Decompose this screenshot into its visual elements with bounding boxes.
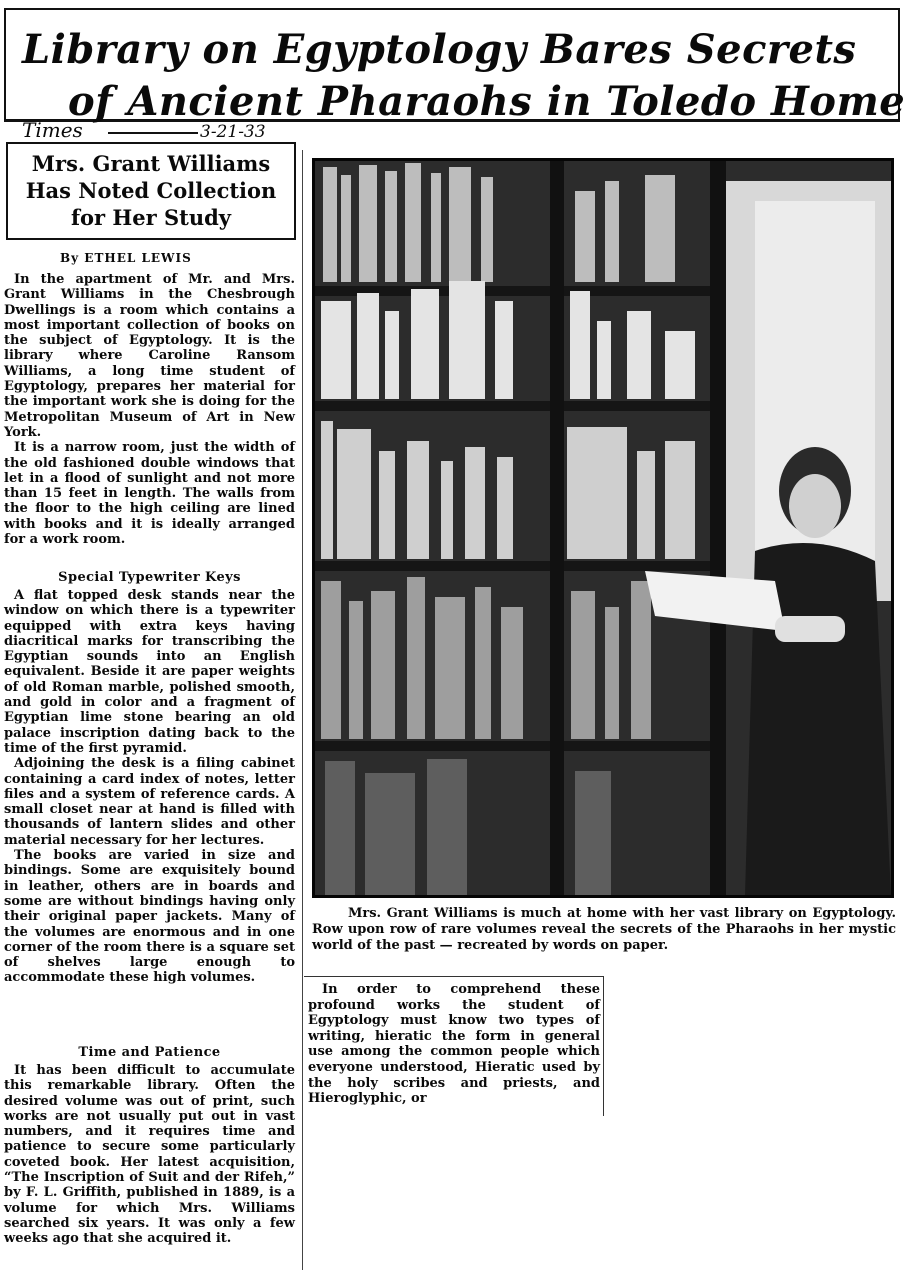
library-photo [312, 158, 894, 898]
article-block-2 [4, 588, 295, 986]
photo-caption: Mrs. Grant Williams is much at home with her vast library on Egyptology. Row upon row of rare volumes reveal the secrets of the Pharaohs in her mystic world of the past — recreated by words on paper. [312, 906, 896, 953]
paragraph: In the apartment of Mr. and Mrs. Grant Williams in the Chesbrough Dwellings is a room which contains a most important collection of books on the subject of Egyptology. It is the library where Caroline Ransom Williams, a long time student of Egyptology, prepares her material for the important work she is doing for the Metropolitan Museum of Art in New York. [4, 272, 295, 440]
article-block-3 [4, 1063, 295, 1247]
handwritten-note: Times [22, 118, 83, 142]
paragraph: Adjoining the desk is a filing cabinet containing a card index of notes, letter files and a system of reference cards. A small closet near at hand is filled with thousands of lantern slides and other material necessary for her lectures. [4, 756, 295, 848]
subhead-box [6, 142, 296, 240]
headline-box [4, 8, 906, 125]
byline: By ETHEL LEWIS [60, 251, 192, 265]
paragraph: The books are varied in size and bindings. Some are exquisitely bound in leather, others are in boards and some are without bindings having only their original paper jackets. Many of the volumes are enormous and in one corner of the room there is a square set of shelves large enough to accommodate these high volumes. [4, 848, 295, 986]
paragraph: In order to comprehend these profound works the student of Egyptology must know two types of writing, hieratic the form in general use among the common people which everyone understood, Hieratic used by the holy scribes and priests, and Hieroglyphic, or [308, 982, 600, 1107]
headline-line-1: Library on Egyptology Bares Secrets [22, 26, 857, 73]
subhead-line-2: Has Noted Collection [25, 178, 277, 203]
subhead-line-3: for Her Study [70, 205, 231, 230]
continuation-text [308, 982, 600, 1107]
section-heading-time: Time and Patience [78, 1045, 221, 1060]
paragraph: It has been difficult to accumulate this remarkable library. Often the desired volume was out of print, such works are not usually put out in vast numbers, and it requires time and patience to secure some particularly coveted book. Her latest acquisition, “The Inscription of Suit and der Rifeh,” by F. L. Griffith, published in 1889, is a volume for which Mrs. Williams searched six years. It was only a few weeks ago that she acquired it. [4, 1063, 295, 1247]
headline-line-2: of Ancient Pharaohs in Toledo Home [68, 78, 906, 125]
handwritten-underline [108, 132, 198, 134]
paragraph: It is a narrow room, just the width of the old fashioned double windows that let in a flood of sunlight and not more than 15 feet in length. The walls from the floor to the high ceiling are lined with books and it is ideally arranged for a work room. [4, 440, 295, 548]
subhead-line-1: Mrs. Grant Williams [31, 151, 271, 176]
article-block-1 [4, 272, 295, 547]
column-rule [302, 150, 303, 1270]
handwritten-date: 3-21-33 [200, 122, 266, 142]
paragraph: A flat topped desk stands near the window on which there is a typewriter equipped with extra keys having diacritical marks for transcribing the Egyptian sounds into an English equivalent. Beside it are paper weights of old Roman marble, polished smooth, and gold in color and a fragment of Egyptian lime stone bearing an old palace inscription dating back to the time of the first pyramid. [4, 588, 295, 756]
section-heading-typewriter: Special Typewriter Keys [58, 570, 241, 585]
